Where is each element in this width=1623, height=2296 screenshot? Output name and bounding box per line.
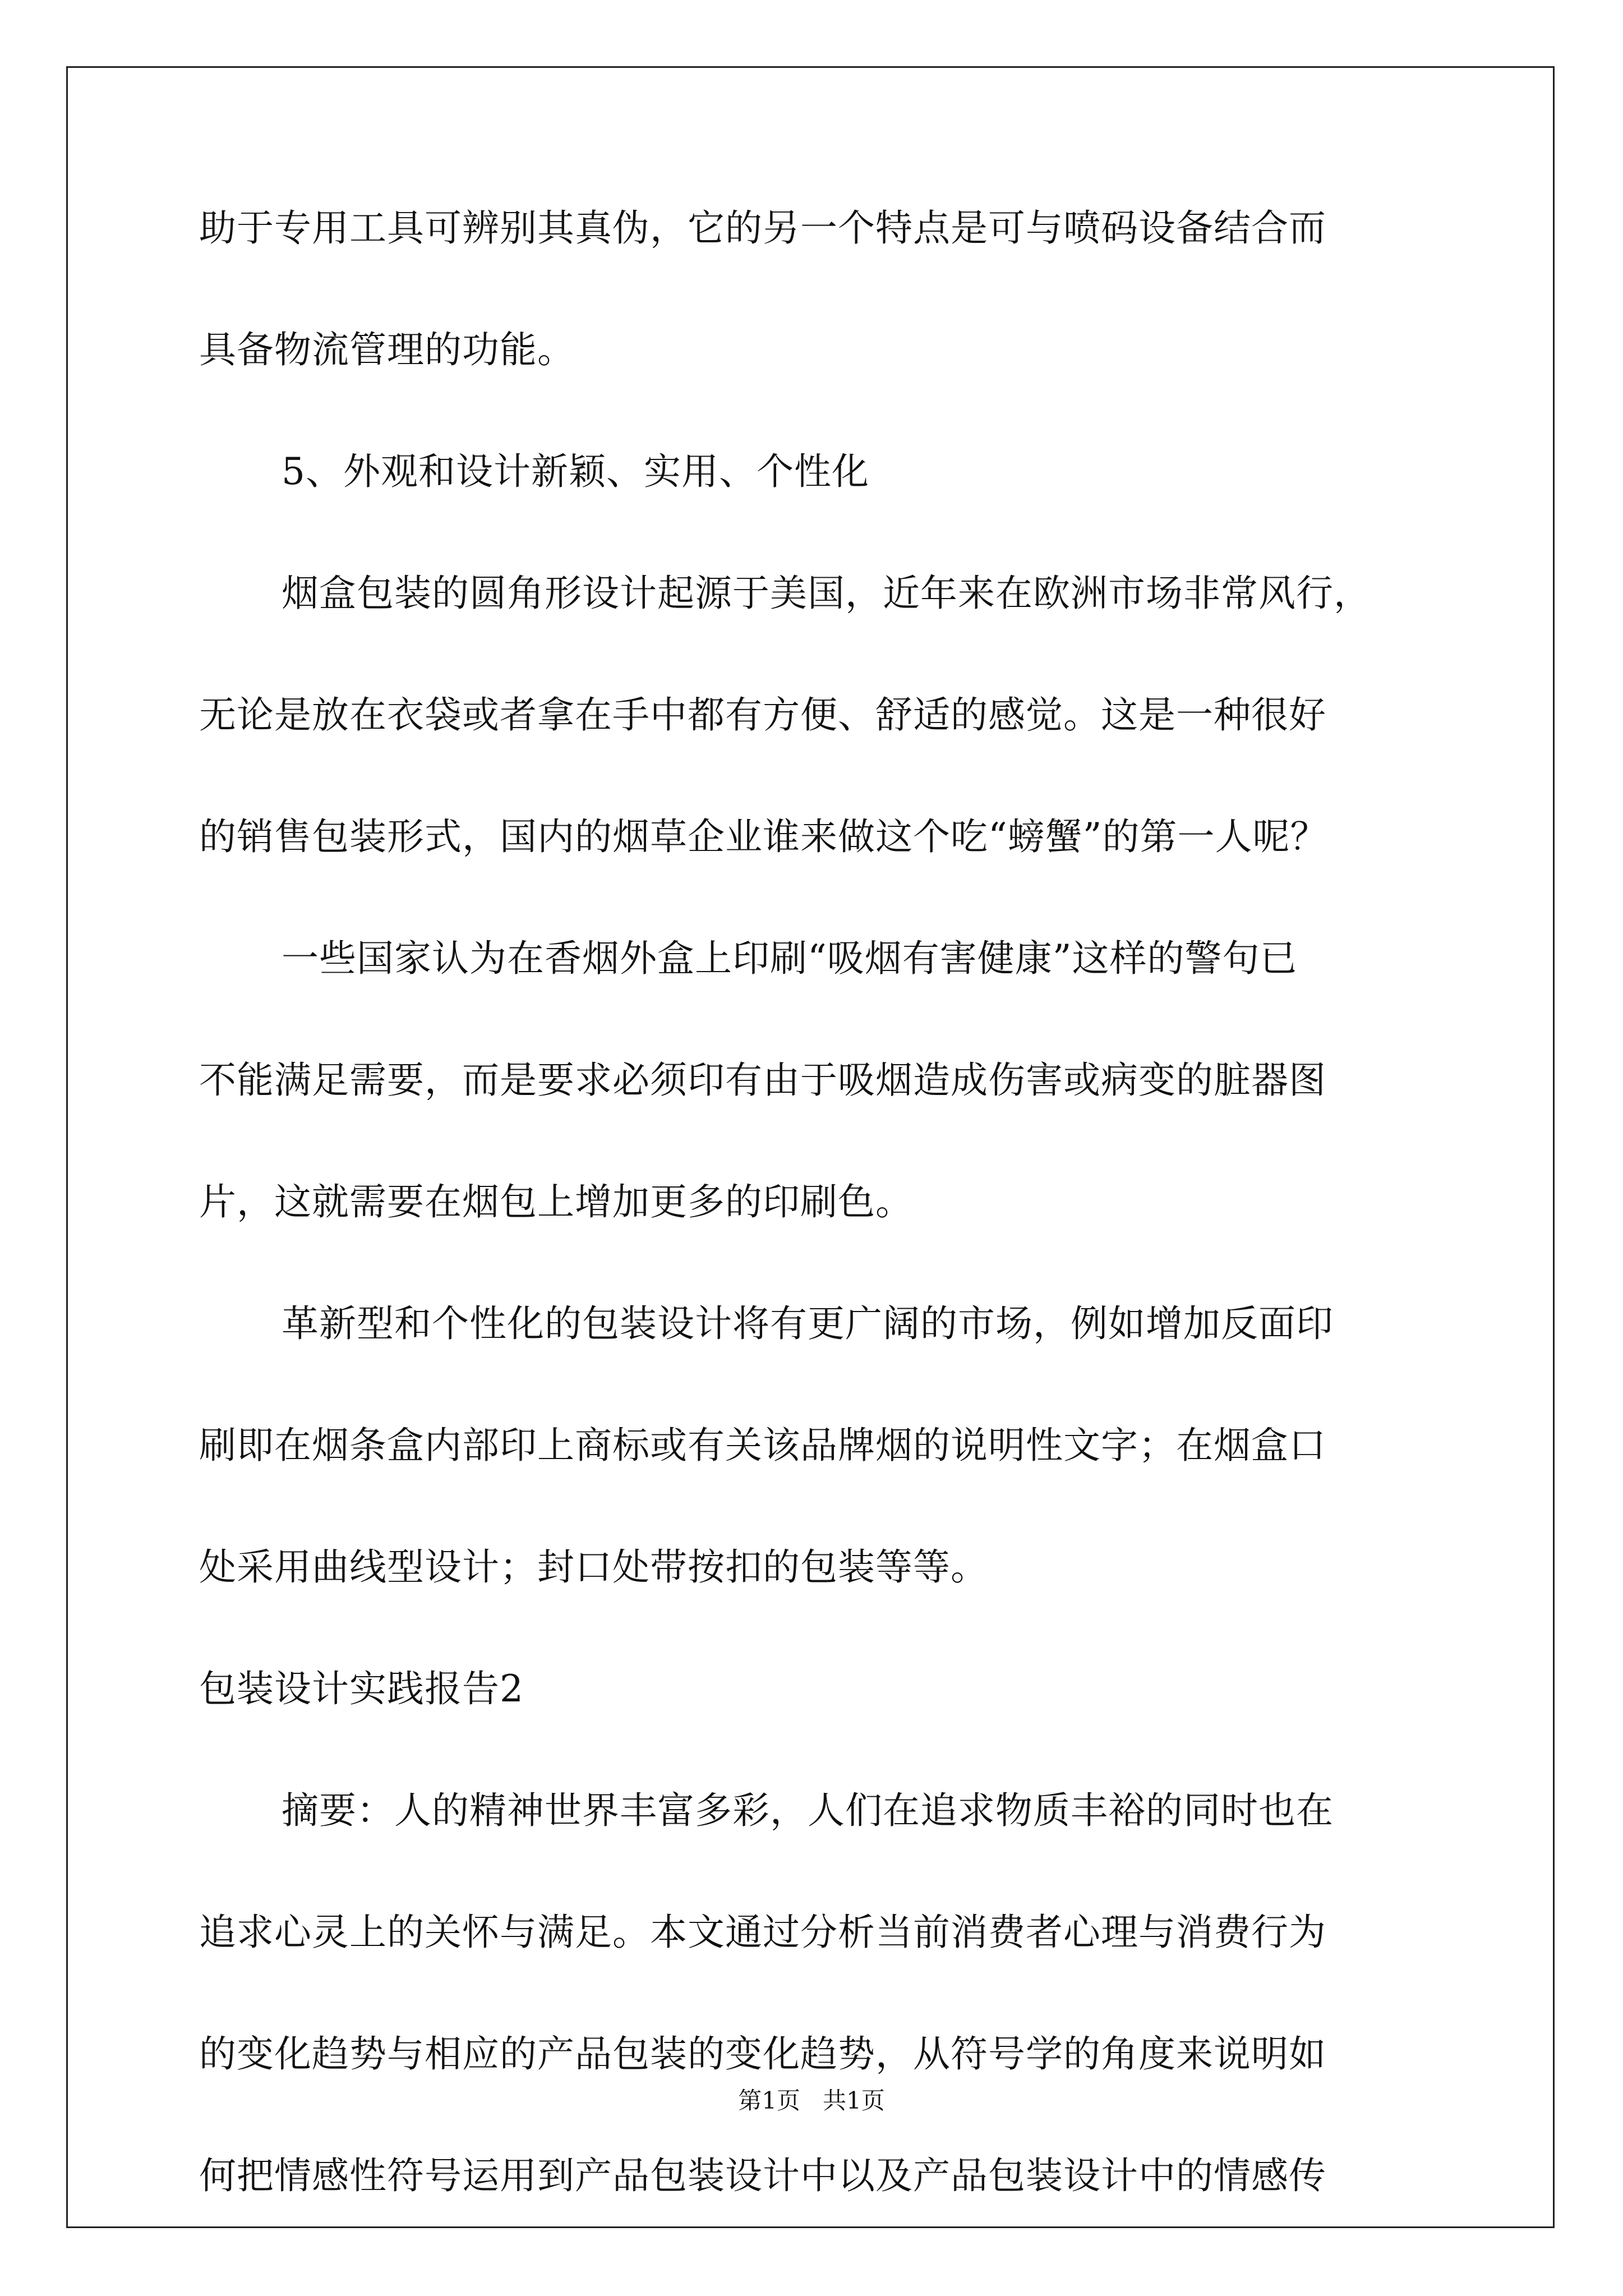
page-number-footer: 第1页 共1页 [738, 2087, 885, 2114]
section-heading: 5、外观和设计新颖、实用、个性化 [282, 450, 869, 493]
paragraph-line: 助于专用工具可辨别其真伪，它的另一个特点是可与喷码设备结合而 [199, 206, 1326, 250]
paragraph-line: 刷即在烟条盒内部印上商标或有关该品牌烟的说明性文字；在烟盒口 [199, 1424, 1326, 1467]
paragraph-line: 的变化趋势与相应的产品包装的变化趋势，从符号学的角度来说明如 [199, 2032, 1326, 2076]
paragraph-line: 具备物流管理的功能。 [199, 328, 575, 371]
document-body [199, 206, 1427, 2197]
paragraph-line: 处采用曲线型设计；封口处带按扣的包装等等。 [199, 1545, 988, 1589]
paragraph-line: 摘要：人的精神世界丰富多彩，人们在追求物质丰裕的同时也在 [282, 1789, 1334, 1832]
paragraph-line: 烟盒包装的圆角形设计起源于美国，近年来在欧洲市场非常风行， [282, 572, 1371, 615]
paragraph-line: 追求心灵上的关怀与满足。本文通过分析当前消费者心理与消费行为 [199, 1911, 1326, 1954]
paragraph-line: 一些国家认为在香烟外盒上印刷“吸烟有害健康”这样的警句已 [282, 937, 1298, 980]
paragraph-line: 的销售包装形式，国内的烟草企业谁来做这个吃“螃蟹”的第一人呢？ [199, 815, 1328, 858]
report-title: 包装设计实践报告2 [199, 1667, 524, 1710]
paragraph-line: 无论是放在衣袋或者拿在手中都有方便、舒适的感觉。这是一种很好 [199, 693, 1326, 737]
paragraph-line: 何把情感性符号运用到产品包装设计中以及产品包装设计中的情感传 [199, 2154, 1326, 2197]
paragraph-line: 革新型和个性化的包装设计将有更广阔的市场，例如增加反面印 [282, 1302, 1334, 1345]
paragraph-line: 不能满足需要，而是要求必须印有由于吸烟造成伤害或病变的脏器图 [199, 1059, 1326, 1102]
paragraph-line: 片，这就需要在烟包上增加更多的印刷色。 [199, 1180, 913, 1223]
